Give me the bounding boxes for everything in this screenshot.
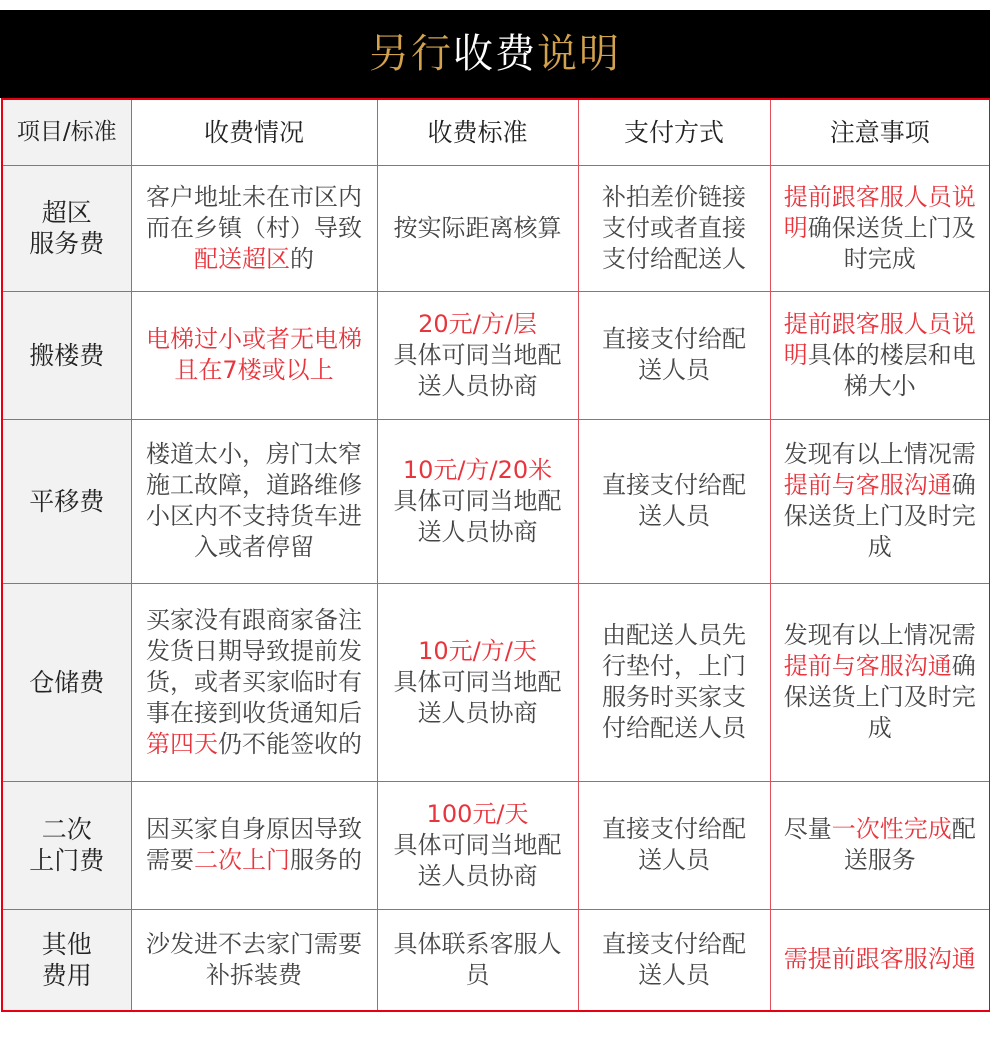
cell-text: 具体可同当地配送人员协商	[393, 486, 562, 546]
highlight-text: 10元/方/20米	[402, 455, 553, 484]
cell-standard	[377, 909, 578, 1011]
highlight-text: 电梯过小或者无电梯且在7楼或以上	[146, 325, 362, 384]
cell-payment	[578, 781, 770, 909]
item-label-line: 上门费	[29, 846, 105, 875]
table-row	[2, 583, 990, 781]
cell-standard	[377, 583, 578, 781]
header-standard: 收费标准	[377, 99, 578, 165]
cell-text: 补拍差价链接支付或者直接支付给配送人	[602, 182, 746, 273]
highlight-text: 提前与客服沟通	[783, 652, 952, 680]
cell-situation	[131, 909, 377, 1011]
cell-payment	[578, 419, 770, 583]
cell-text: 具体可同当地配送人员协商	[393, 830, 562, 890]
cell-situation	[131, 583, 377, 781]
fee-table	[1, 98, 990, 1012]
item-label-line: 平移费	[29, 486, 105, 516]
cell-text: 配送服务	[843, 815, 976, 874]
cell-note	[770, 781, 990, 909]
cell-text: 直接支付给配送人员	[602, 815, 746, 874]
cell-text: 因买家自身原因导致需要	[146, 815, 362, 874]
cell-note	[770, 291, 990, 419]
item-label-line: 二次	[41, 815, 92, 844]
cell-item	[2, 291, 131, 419]
header-item: 项目/标准	[2, 99, 131, 165]
table-header-row	[2, 99, 990, 165]
cell-text: 仍不能签收的	[218, 729, 362, 758]
item-label-line: 费用	[41, 960, 92, 990]
table-row	[2, 419, 990, 583]
cell-note	[770, 583, 990, 781]
highlight-text: 20元/方/层	[418, 309, 537, 338]
cell-situation	[131, 165, 377, 291]
item-label-line: 服务费	[29, 229, 105, 258]
highlight-text: 10元/方/天	[418, 636, 537, 665]
cell-text: 直接支付给配送人员	[602, 929, 746, 989]
cell-item	[2, 909, 131, 1011]
cell-text: 确保送货上门及时完成	[807, 213, 976, 273]
cell-item	[2, 583, 131, 781]
table-row	[2, 781, 990, 909]
highlight-text: 一次性完成	[831, 815, 952, 843]
cell-text: 客户地址未在市区内而在乡镇（村）导致	[146, 182, 362, 242]
item-label-line: 超区	[41, 198, 92, 227]
cell-situation	[131, 781, 377, 909]
highlight-text: 第四天	[146, 729, 218, 758]
item-label-line: 其他	[41, 929, 92, 959]
highlight-text: 提前与客服沟通	[783, 471, 952, 499]
cell-text: 沙发进不去家门需要补拆装费	[146, 929, 362, 989]
cell-situation	[131, 291, 377, 419]
item-label-line: 搬楼费	[29, 340, 105, 370]
cell-text: 的	[290, 244, 314, 273]
header-note: 注意事项	[770, 99, 990, 165]
title-part-1: 另行	[369, 31, 453, 77]
cell-text: 尽量	[783, 815, 832, 843]
title-part-2: 收费	[453, 31, 537, 77]
header-situation: 收费情况	[131, 99, 377, 165]
cell-text: 由配送人员先行垫付，上门服务时买家支付给配送人员	[602, 621, 746, 742]
cell-payment	[578, 165, 770, 291]
cell-standard	[377, 165, 578, 291]
cell-text: 买家没有跟商家备注发货日期导致提前发货，或者买家临时有事在接到收货通知后	[146, 605, 362, 727]
cell-text: 直接支付给配送人员	[602, 325, 746, 384]
cell-item	[2, 781, 131, 909]
cell-payment	[578, 909, 770, 1011]
cell-text: 服务的	[290, 846, 362, 874]
cell-text: 楼道太小，房门太窄施工故障，道路维修小区内不支持货车进入或者停留	[146, 440, 362, 561]
cell-payment	[578, 291, 770, 419]
cell-note	[770, 165, 990, 291]
cell-note	[770, 909, 990, 1011]
cell-text: 发现有以上情况需	[783, 440, 976, 468]
cell-item	[2, 165, 131, 291]
highlight-text: 需提前跟客服沟通	[783, 945, 976, 974]
cell-note	[770, 419, 990, 583]
cell-text: 直接支付给配送人员	[602, 471, 746, 530]
cell-text: 按实际距离核算	[393, 213, 562, 242]
cell-text: 确保送货上门及时完成	[783, 471, 976, 561]
cell-standard	[377, 291, 578, 419]
title-banner	[0, 10, 990, 98]
cell-item	[2, 419, 131, 583]
cell-text: 具体可同当地配送人员协商	[393, 667, 562, 727]
highlight-text: 配送超区	[194, 244, 290, 273]
cell-text: 具体可同当地配送人员协商	[393, 340, 562, 400]
cell-payment	[578, 583, 770, 781]
table-row	[2, 909, 990, 1011]
item-label-line: 仓储费	[29, 667, 105, 697]
title-part-3: 说明	[537, 31, 621, 77]
table-row	[2, 291, 990, 419]
cell-situation	[131, 419, 377, 583]
cell-text: 具体的楼层和电梯大小	[807, 340, 976, 400]
page-title	[369, 31, 621, 77]
cell-standard	[377, 781, 578, 909]
cell-text: 确保送货上门及时完成	[783, 652, 976, 742]
cell-text: 具体联系客服人员	[393, 929, 562, 989]
highlight-text: 100元/天	[426, 799, 529, 828]
highlight-text: 提前跟客服人员说明	[783, 309, 976, 369]
header-payment: 支付方式	[578, 99, 770, 165]
highlight-text: 二次上门	[194, 846, 290, 874]
cell-text: 发现有以上情况需	[783, 621, 976, 649]
cell-standard	[377, 419, 578, 583]
highlight-text: 提前跟客服人员说明	[783, 182, 976, 242]
table-row	[2, 165, 990, 291]
